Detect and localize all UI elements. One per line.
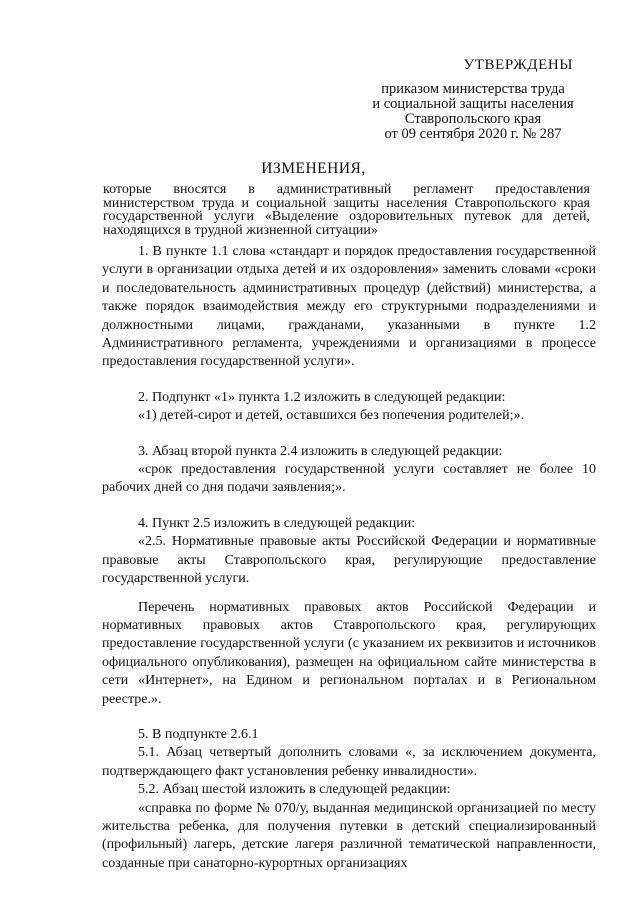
approval-heading: УТВЕРЖДЕНЫ (463, 57, 573, 73)
document-body (102, 243, 596, 873)
paragraph: 5.2. Абзац шестой изложить в следующей редакции: (138, 782, 451, 798)
paragraph: «1) детей-сирот и детей, оставшихся без попечения родителей;». (138, 408, 524, 424)
paragraph: 5. В подпункте 2.6.1 (138, 726, 259, 742)
approval-line: Ставропольского края (404, 111, 542, 127)
paragraph: «срок предоставления государственной услуги составляет не более 10 рабочих дней со дня подачи заявления;». (102, 462, 596, 496)
paragraph: 4. Пункт 2.5 изложить в следующей редакции: (138, 515, 416, 531)
paragraph: «2.5. Нормативные правовые акты Российской Федерации и нормативные правовые акты Ставропольского края, регулирующие предоставление государственной услуги. (102, 534, 596, 587)
approval-line: от 09 сентября 2020 г. № 287 (384, 126, 562, 142)
paragraph: Перечень нормативных правовых актов Российской Федерации и нормативных правовых актов Ставропольского края, регулирующих предоставление государственной услуги (с указанием их реквизитов и источников официального опубликования), размещен на официальном сайте министерства в сети «Интернет», на Едином и региональном порталах и в Региональном реестре.». (102, 599, 596, 707)
paragraph: 1. В пункте 1.1 слова «стандарт и порядок предоставления государственной услуги в организации отдыха детей и их оздоровления» заменить словами «сроки и последовательность административных процедур (действий) министерства, а также порядок взаимодействия между его структурными подразделениями и должностными лицами, гражданами, указанными в пункте 1.2 Административного регламента, учреждениями и организациями в процессе предоставления государственной услуги». (102, 244, 596, 370)
paragraph: «справка по форме № 070/у, выданная медицинской организацией по месту жительства ребенка, для получения путевки в детский специализированный (профильный) лагерь, детские лагеря различной тематической направленности, созданные при санаторно-курортных организациях (102, 800, 596, 871)
paragraph: 3. Абзац второй пункта 2.4 изложить в следующей редакции: (138, 443, 503, 459)
approval-line: приказом министерства труда (381, 81, 565, 97)
document-subtitle: которые вносятся в административный регламент предоставления министерством труда и социальной защиты населения Ставропольского края государственной услуги «Выделение оздоровительных путевок для детей, находящихся в трудной жизненной ситуации» (103, 182, 590, 238)
paragraph: 5.1. Абзац четвертый дополнить словами «, за исключением документа, подтверждающего факт установления ребенку инвалидности». (102, 745, 596, 779)
approval-block (353, 58, 593, 142)
paragraph: 2. Подпункт «1» пункта 1.2 изложить в следующей редакции: (138, 389, 506, 405)
document-title: ИЗМЕНЕНИЯ, (261, 160, 366, 177)
approval-line: и социальной защиты населения (372, 96, 574, 112)
